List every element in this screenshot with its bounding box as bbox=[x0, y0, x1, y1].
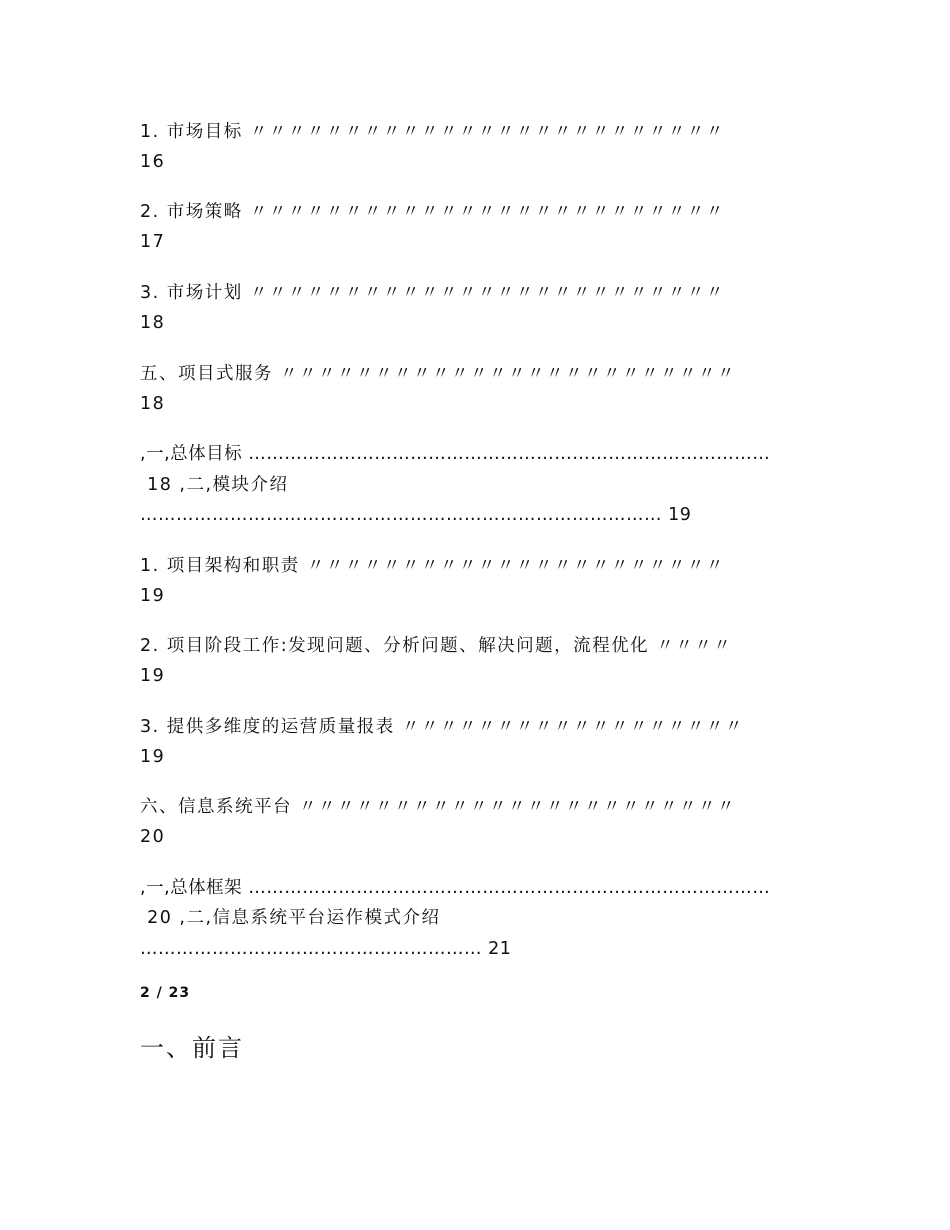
toc-page-number: 18 bbox=[140, 394, 166, 414]
toc-page-number: 17 bbox=[140, 232, 166, 252]
toc-entry-project-service: 五、项目式服务 〃〃〃〃〃〃〃〃〃〃〃〃〃〃〃〃〃〃〃〃〃〃〃〃 bbox=[140, 364, 737, 384]
toc-entry-project-structure: 1. 项目架构和职责 〃〃〃〃〃〃〃〃〃〃〃〃〃〃〃〃〃〃〃〃〃〃 bbox=[140, 556, 725, 576]
toc-page-number: 19 bbox=[140, 586, 166, 606]
toc-entry-market-strategy: 2. 市场策略 〃〃〃〃〃〃〃〃〃〃〃〃〃〃〃〃〃〃〃〃〃〃〃〃〃 bbox=[140, 202, 725, 222]
toc-leader-line: ………………………………………………… 21 bbox=[140, 939, 512, 959]
toc-leader-line: …………………………………………………………………………… 19 bbox=[140, 505, 692, 525]
page-indicator: 2 / 23 bbox=[140, 985, 191, 1001]
toc-entry-module-intro: 18 ,二,模块介绍 bbox=[140, 475, 289, 495]
toc-page-number: 19 bbox=[140, 666, 166, 686]
toc-entry-overall-goal: ,一,总体目标 …………………………………………………………………………… bbox=[140, 444, 771, 464]
toc-entry-info-system: 六、信息系统平台 〃〃〃〃〃〃〃〃〃〃〃〃〃〃〃〃〃〃〃〃〃〃〃 bbox=[140, 797, 737, 817]
toc-entry-market-plan: 3. 市场计划 〃〃〃〃〃〃〃〃〃〃〃〃〃〃〃〃〃〃〃〃〃〃〃〃〃 bbox=[140, 283, 725, 303]
toc-entry-overall-framework: ,一,总体框架 …………………………………………………………………………… bbox=[140, 878, 771, 898]
toc-page-number: 18 bbox=[140, 313, 166, 333]
toc-entry-quality-report: 3. 提供多维度的运营质量报表 〃〃〃〃〃〃〃〃〃〃〃〃〃〃〃〃〃〃 bbox=[140, 717, 744, 737]
toc-entry-market-goal: 1. 市场目标 〃〃〃〃〃〃〃〃〃〃〃〃〃〃〃〃〃〃〃〃〃〃〃〃〃 bbox=[140, 122, 725, 142]
toc-entry-project-phase: 2. 项目阶段工作:发现问题、分析问题、解决问题，流程优化 〃〃〃〃 bbox=[140, 636, 733, 656]
toc-page-number: 19 bbox=[140, 747, 166, 767]
toc-entry-platform-mode: 20 ,二,信息系统平台运作模式介绍 bbox=[140, 908, 441, 928]
toc-page-number: 20 bbox=[140, 827, 166, 847]
toc-page-number: 16 bbox=[140, 152, 166, 172]
section-heading: 一、前言 bbox=[140, 1034, 244, 1062]
